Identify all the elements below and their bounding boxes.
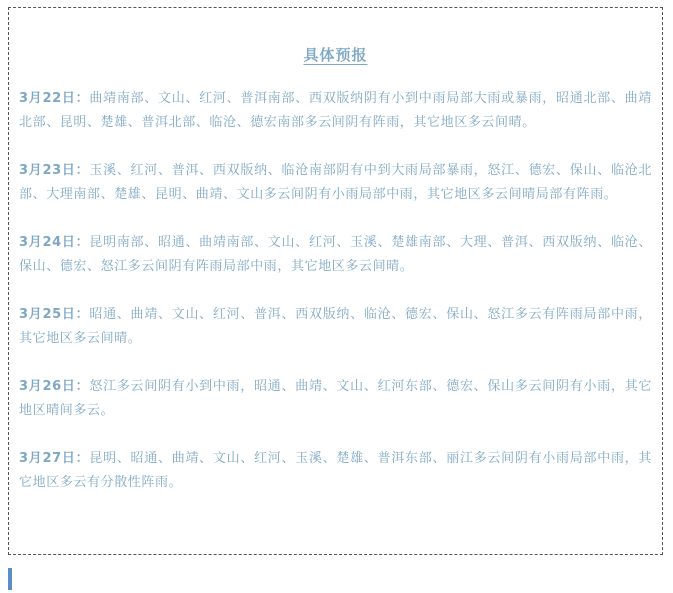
- forecast-date: 3月25日：: [19, 307, 90, 322]
- forecast-text: 昭通、曲靖、文山、红河、普洱、西双版纳、临沧、德宏、保山、怒江多云有阵雨局部中雨，其它地区多云间晴。: [19, 307, 652, 346]
- forecast-box: [8, 7, 663, 555]
- forecast-date: 3月22日：: [19, 91, 90, 106]
- forecast-entry: [19, 231, 652, 279]
- forecast-text: 曲靖南部、文山、红河、普洱南部、西双版纳阴有小到中雨局部大雨或暴雨，昭通北部、曲靖北部、昆明、楚雄、普洱北部、临沧、德宏南部多云间阴有阵雨，其它地区多云间晴。: [19, 91, 652, 130]
- forecast-date: 3月24日：: [19, 235, 90, 250]
- forecast-title: 具体预报: [303, 46, 368, 64]
- forecast-text: 怒江多云间阴有小到中雨，昭通、曲靖、文山、红河东部、德宏、保山多云间阴有小雨，其它地区晴间多云。: [19, 379, 652, 418]
- forecast-entry: [19, 447, 652, 495]
- section-accent-bar: [8, 568, 12, 590]
- forecast-entry: [19, 375, 652, 423]
- forecast-text: 昆明南部、昭通、曲靖南部、文山、红河、玉溪、楚雄南部、大理、普洱、西双版纳、临沧、保山、德宏、怒江多云间阴有阵雨局部中雨，其它地区多云间晴。: [19, 235, 652, 274]
- forecast-entry: [19, 87, 652, 135]
- forecast-date: 3月26日：: [19, 379, 90, 394]
- forecast-entry: [19, 159, 652, 207]
- forecast-text: 昆明、昭通、曲靖、文山、红河、玉溪、楚雄、普洱东部、丽江多云间阴有小雨局部中雨，其它地区多云有分散性阵雨。: [19, 451, 652, 490]
- forecast-list: [19, 87, 652, 495]
- forecast-date: 3月23日：: [19, 163, 90, 178]
- forecast-date: 3月27日：: [19, 451, 90, 466]
- forecast-entry: [19, 303, 652, 351]
- forecast-text: 玉溪、红河、普洱、西双版纳、临沧南部阴有中到大雨局部暴雨，怒江、德宏、保山、临沧北部、大理南部、楚雄、昆明、曲靖、文山多云间阴有小雨局部中雨，其它地区多云间晴局部有阵雨。: [19, 163, 652, 202]
